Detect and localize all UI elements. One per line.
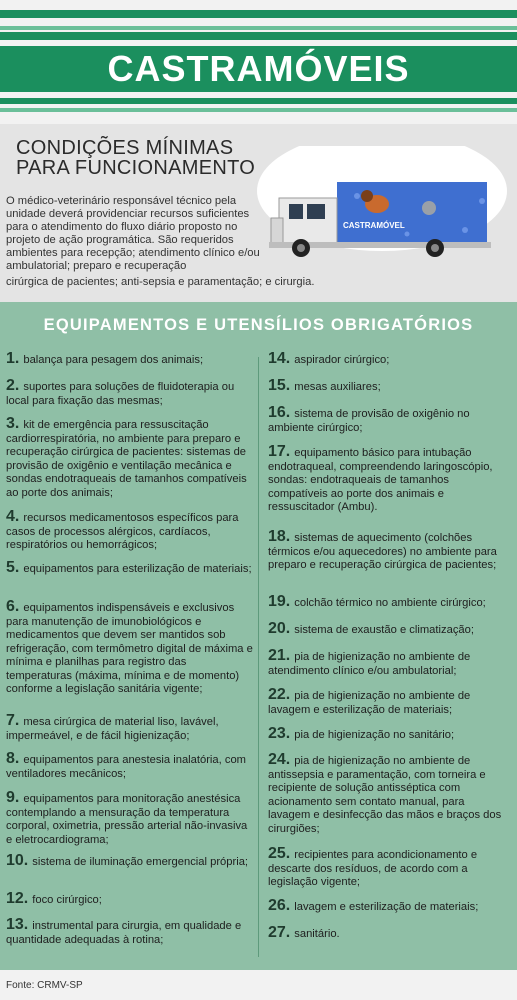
item-text: pia de higienização no ambiente de lavagem e esterilização de materiais; bbox=[268, 690, 471, 716]
item-number: 5. bbox=[6, 559, 20, 576]
item-text: aspirador cirúrgico; bbox=[294, 354, 390, 366]
equipment-item bbox=[268, 379, 508, 395]
equipment-item bbox=[6, 892, 254, 908]
equipment-item bbox=[268, 727, 508, 743]
equipment-item bbox=[268, 406, 508, 435]
truck-label: CASTRAMÓVEL bbox=[343, 221, 405, 230]
item-number: 25. bbox=[268, 845, 291, 862]
equipment-item bbox=[6, 714, 254, 743]
equipment-item bbox=[268, 649, 508, 678]
item-text: sistema de iluminação emergencial própria; bbox=[32, 856, 249, 868]
item-text: equipamentos para esterilização de materiais; bbox=[23, 563, 252, 575]
source-label: Fonte: CRMV-SP bbox=[6, 980, 83, 991]
item-text: instrumental para cirurgia, em qualidade e quantidade adequadas à rotina; bbox=[6, 920, 242, 946]
equipment-item bbox=[6, 854, 254, 870]
item-text: kit de emergência para ressuscitação cardiorrespiratória, no ambiente para preparo e recuperação cirúrgica de pacientes: sistemas de provisão de oxigênio e ventilação mecânica e sondas endotraqueais de tamanhos compatíveis ao porte dos animais; bbox=[6, 419, 247, 499]
intro-section bbox=[0, 124, 517, 302]
item-number: 18. bbox=[268, 528, 291, 545]
item-text: equipamentos para monitoração anestésica contemplando a mensuração da temperatura corporal, oximetria, pressão arterial não-invasiva e eletrocardiograma; bbox=[6, 793, 248, 846]
item-number: 24. bbox=[268, 751, 291, 768]
equipment-item bbox=[6, 918, 254, 947]
item-number: 23. bbox=[268, 725, 291, 742]
equipment-item bbox=[6, 379, 254, 408]
equipment-item bbox=[6, 600, 254, 697]
equipment-item bbox=[268, 530, 508, 573]
equipment-item bbox=[6, 417, 254, 500]
item-text: sistemas de aquecimento (colchões térmicos e/ou aquecedores) no ambiente para preparo e recuperação cirúrgica de pacientes; bbox=[268, 532, 497, 571]
equipment-section bbox=[0, 302, 517, 970]
intro-title-line1: CONDIÇÕES MÍNIMAS bbox=[16, 137, 234, 159]
equipment-item bbox=[6, 561, 254, 577]
item-text: equipamento básico para intubação endotraqueal, compreendendo laringoscópio, sondas: endotraqueais de tamanhos compatíveis ao porte dos animais e ressuscitador (Ambu). bbox=[268, 447, 493, 513]
item-text: lavagem e esterilização de materiais; bbox=[294, 901, 479, 913]
item-number: 20. bbox=[268, 620, 291, 637]
equipment-item bbox=[268, 352, 508, 368]
equipment-item bbox=[6, 352, 254, 368]
equipment-item bbox=[268, 926, 508, 942]
intro-description-end: cirúrgica de pacientes; anti-sepsia e paramentação; e cirurgia. bbox=[6, 276, 315, 288]
item-text: colchão térmico no ambiente cirúrgico; bbox=[294, 597, 486, 609]
equipment-title: EQUIPAMENTOS E UTENSÍLIOS OBRIGATÓRIOS bbox=[43, 316, 474, 334]
item-number: 14. bbox=[268, 350, 291, 367]
item-number: 2. bbox=[6, 377, 20, 394]
item-number: 12. bbox=[6, 890, 29, 907]
item-number: 3. bbox=[6, 415, 20, 432]
item-text: recursos medicamentosos específicos para casos de processos alérgicos, cardíacos, respiratórios ou hemorrágicos; bbox=[6, 512, 239, 551]
title-band bbox=[0, 46, 517, 92]
item-text: foco cirúrgico; bbox=[32, 894, 102, 906]
item-number: 21. bbox=[268, 647, 291, 664]
item-number: 16. bbox=[268, 404, 291, 421]
header-stripe bbox=[0, 32, 517, 40]
item-text: equipamentos para anestesia inalatória, com ventiladores mecânicos; bbox=[6, 754, 246, 780]
equipment-item bbox=[268, 899, 508, 915]
item-text: balança para pesagem dos animais; bbox=[23, 354, 204, 366]
header bbox=[0, 0, 517, 124]
item-text: mesa cirúrgica de material liso, lavável, impermeável, e de fácil higienização; bbox=[6, 716, 219, 742]
item-number: 8. bbox=[6, 750, 20, 767]
item-text: suportes para soluções de fluidoterapia ou local para fixação das mesmas; bbox=[6, 381, 235, 407]
equipment-item bbox=[268, 445, 508, 515]
item-text: pia de higienização no ambiente de atendimento clínico e/ou ambulatorial; bbox=[268, 651, 471, 677]
item-text: equipamentos indispensáveis e exclusivos para manutenção de imunobiológicos e medicamentos que devem ser mantidos sob refrigeração, com termômetro digital de máxima e mínima e planilhas para registro das temperaturas (máxima, mínima e de momento) conforme a legislação sanitária vigente; bbox=[6, 602, 253, 695]
equipment-item bbox=[268, 847, 508, 890]
equipment-item bbox=[268, 595, 508, 611]
equipment-item bbox=[6, 510, 254, 553]
header-stripe bbox=[0, 108, 517, 112]
item-text: sanitário. bbox=[294, 928, 340, 940]
equipment-item bbox=[268, 688, 508, 717]
equipment-item bbox=[268, 622, 508, 638]
footer bbox=[0, 970, 517, 1000]
item-number: 1. bbox=[6, 350, 20, 367]
item-text: pia de higienização no sanitário; bbox=[294, 729, 455, 741]
item-number: 4. bbox=[6, 508, 20, 525]
item-number: 17. bbox=[268, 443, 291, 460]
item-number: 10. bbox=[6, 852, 29, 869]
item-text: mesas auxiliares; bbox=[294, 381, 381, 393]
equipment-item bbox=[6, 791, 254, 847]
header-stripe bbox=[0, 26, 517, 30]
header-stripe bbox=[0, 10, 517, 18]
item-text: recipientes para acondicionamento e descarte dos resíduos, de acordo com a legislação vigente; bbox=[268, 849, 478, 888]
intro-title bbox=[16, 138, 255, 178]
item-number: 22. bbox=[268, 686, 291, 703]
item-number: 19. bbox=[268, 593, 291, 610]
item-text: sistema de exaustão e climatização; bbox=[294, 624, 474, 636]
item-number: 13. bbox=[6, 916, 29, 933]
column-divider bbox=[258, 357, 259, 957]
item-text: sistema de provisão de oxigênio no ambiente cirúrgico; bbox=[268, 408, 470, 434]
intro-title-line2: PARA FUNCIONAMENTO bbox=[16, 157, 256, 179]
item-number: 26. bbox=[268, 897, 291, 914]
equipment-item bbox=[6, 752, 254, 781]
item-number: 6. bbox=[6, 598, 20, 615]
truck-illustration bbox=[257, 146, 507, 266]
equipment-item bbox=[268, 753, 508, 836]
intro-description: O médico-veterinário responsável técnico pela unidade deverá providenciar recursos suficientes para o atendimento do fluxo diário proposto no projeto de ação programática. São requeridos ambientes para recepção; atendimento clínico e/ou ambulatorial; preparo e recuperação bbox=[6, 195, 260, 272]
item-number: 15. bbox=[268, 377, 291, 394]
item-number: 27. bbox=[268, 924, 291, 941]
item-text: pia de higienização no ambiente de antissepsia e paramentação, com torneira e recipiente de solução antisséptica com acionamento sem contato manual, para lavagem e desinfecção das mãos e braços dos cirurgiões; bbox=[268, 755, 502, 835]
item-number: 7. bbox=[6, 712, 20, 729]
item-number: 9. bbox=[6, 789, 20, 806]
page-title: CASTRAMÓVEIS bbox=[107, 48, 410, 89]
header-stripe bbox=[0, 98, 517, 104]
